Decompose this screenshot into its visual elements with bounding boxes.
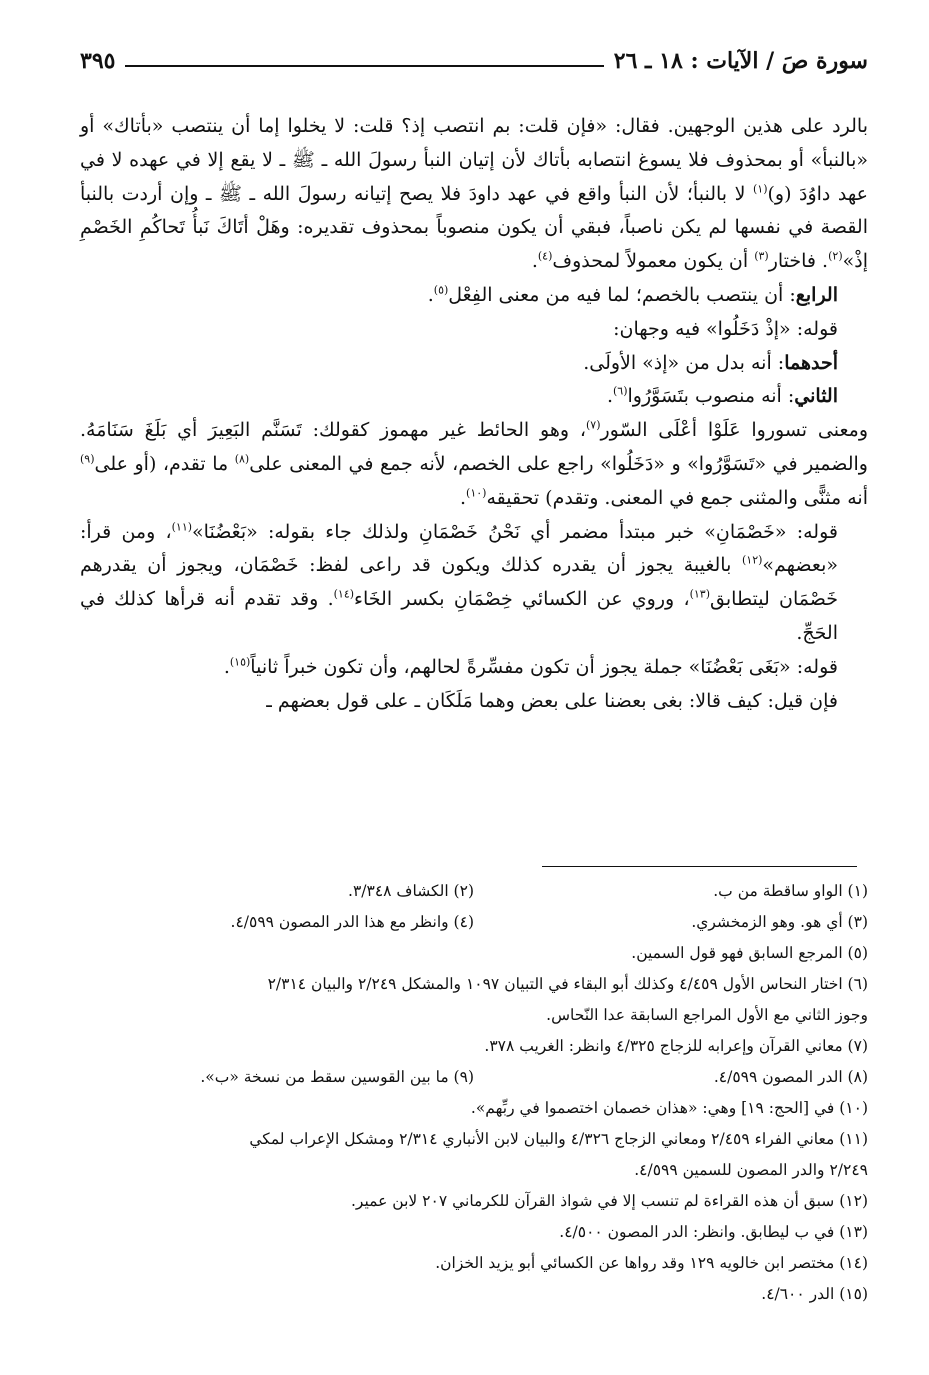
footnote-ref[interactable]: (١٢): [741, 554, 763, 568]
footnote-ref[interactable]: (٩): [80, 452, 95, 466]
running-title: سورة صَ / الآيات : ١٨ ـ ٢٦: [613, 48, 868, 74]
footnotes: [80, 876, 868, 1310]
footnote-ref[interactable]: (٨): [234, 452, 250, 466]
header-rule: [125, 65, 603, 67]
footnote: (٦) اختار النحاس الأول ٤/٤٥٩ وكذلك أبو البقاء في التبيان ١٠٩٧ والمشكل ٢/٢٤٩ والبيان ٢/٣١٤: [267, 975, 868, 993]
footnote: (١٢) سبق أن هذه القراءة لم تنسب إلا في شواذ القرآن للكرماني ٢٠٧ لابن عمير.: [350, 1192, 868, 1210]
footnote-continuation: وجوز الثاني مع الأول المراجع السابقة عدا النّحاس.: [546, 1006, 868, 1024]
footnote-continuation: ٢/٢٤٩ والدر المصون للسمين ٤/٥٩٩.: [634, 1161, 868, 1179]
paragraph: قوله: «بَغَى بَعْضُنَا» جملة يجوز أن تكون مفسِّرةً لحالهم، وأن تكون خبراً ثانياً$^{(١٥)}$.: [223, 655, 838, 678]
footnote-ref[interactable]: (١٣): [689, 587, 711, 601]
footnote-row: [80, 907, 868, 938]
page-number: ٣٩٥: [80, 48, 116, 74]
footnote: (١١) معاني الفراء ٢/٤٥٩ ومعاني الزجاج ٤/٣٢٦ والبيان لابن الأنباري ٢/٣١٤ ومشكل الإعراب لمكي: [249, 1130, 868, 1148]
footnote-ref[interactable]: (١): [752, 182, 768, 196]
paragraph: الرابع: أن ينتصب بالخصم؛ لما فيه من معنى الفِعْل$^{(٥)}$.: [427, 283, 838, 306]
main-text: [80, 110, 868, 718]
footnote: (١٥) الدر ٤/٦٠٠.: [761, 1285, 868, 1303]
footnote: (٢) الكشاف ٣/٣٤٨.: [348, 882, 474, 900]
footnote-ref[interactable]: (٣): [754, 249, 769, 263]
footnote-ref[interactable]: (٧): [585, 418, 601, 432]
footnote: (١) الواو ساقطة من ب.: [713, 882, 868, 900]
paragraph: الثاني: أنه منصوب بتَسَوَّرُوا$^{(٦)}$.: [606, 385, 838, 408]
footnote: (٩) ما بين القوسين سقط من نسخة «ب».: [200, 1068, 474, 1086]
footnote: (٣) أي هو. وهو الزمخشري.: [691, 913, 868, 931]
footnote-row: [80, 876, 868, 907]
footnote-ref[interactable]: (١٠): [466, 486, 487, 500]
footnote: (٥) المرجع السابق فهو قول السمين.: [631, 944, 868, 962]
footnote-ref[interactable]: (١١): [171, 520, 193, 534]
footnote-ref[interactable]: (٥): [433, 283, 449, 297]
footnote-row: [80, 1062, 868, 1093]
section-label: الثاني: [794, 385, 838, 408]
paragraph: بالرد على هذين الوجهين. فقال: «فإن قلت: بم انتصب إذ؟ قلت: لا يخلوا إما أن ينتصب «بأتاك» أو «بالنبأ» أو بمحذوف فلا يسوغ انتصابه بأتاك لأن إتيان النبأ رسولَ الله ـ ﷺ ـ لا يقع إلا في عهده لا في عهد داوُدَ (و)$^{(١)}$ لا بالنبأ؛ لأن النبأ واقع في عهد داودَ فلا يصح إتيانه رسولَ الله ـ ﷺ ـ وإن أردت بالنبأ القصة في نفسها لم يكن ناصباً، فبقي أن يكون منصوباً بمحذوف تقديره: وهَلْ أتَاكَ نَبأُ تَحاكُمِ الخَصْمِ إذْ»$^{(٢)}$. فاختار$^{(٣)}$ أن يكون معمولاً لمحذوف$^{(٤)}$.: [80, 115, 868, 273]
paragraph: قوله: «خَصْمَانِ» خبر مبتدأ مضمر أي نَحْنُ خَصْمَانِ ولذلك جاء بقوله: «بَعْضُنَا»$^{(١١)}$، ومن قرأ: «بعضهم»$^{(١٢)}$ بالغيبة يجوز أن يقدره كذلك ويكون قد راعى لفظ: خَصْمَان، ويجوز أن يقدرهم خَصْمَان ليتطابق$^{(١٣)}$، وروي عن الكسائي خِصْمَانِ بكسر الخَاء$^{(١٤)}$. وقد تقدم أنه قرأها كذلك في الحَجِّ.: [80, 520, 838, 644]
footnote: (١٣) في ب ليطابق. وانظر: الدر المصون ٤/٥٠٠.: [559, 1223, 868, 1241]
footnote-ref[interactable]: (١٤): [333, 587, 355, 601]
footnote: (١٠) في [الحج: ١٩] وهي: «هذان خصمان اختصموا في ربِّهم».: [470, 1099, 868, 1117]
footnote: (١٤) مختصر ابن خالويه ١٢٩ وقد رواها عن الكسائي أبو يزيد الخزان.: [435, 1254, 868, 1272]
paragraph: فإن قيل: كيف قالا: بغى بعضنا على بعض وهما مَلَكَان ـ على قول بعضهم ـ: [266, 689, 838, 712]
section-label: أحدهما: [784, 351, 838, 374]
paragraph: ومعنى تسوروا عَلَوْا أعْلَى السّور$^{(٧)}$، وهو الحائط غير مهموز كقولك: تَسَنَّم البَعِيرَ أي بَلَغَ سَنَامَهُ. والضمير في «تَسَوَّرُوا» و «دَخَلُوا» راجع على الخصم، لأنه جمع في المعنى على$^{(٨)}$ ما تقدم، (أو على$^{(٩)}$ أنه مثنًّى والمثنى جمع في المعنى. وتقدم) تحقيقه$^{(١٠)}$.: [80, 418, 868, 509]
footnote: (٧) معاني القرآن وإعرابه للزجاج ٤/٣٢٥ وانظر: الغريب ٣٧٨.: [484, 1037, 868, 1055]
page-header: [80, 40, 868, 74]
footnote-ref[interactable]: (١٥): [229, 655, 251, 669]
paragraph: قوله: «إذْ دَخَلُوا» فيه وجهان:: [613, 317, 838, 340]
paragraph: أحدهما: أنه بدل من «إذ» الأولَى.: [583, 351, 838, 374]
section-label: الرابع: [795, 283, 838, 306]
footnote: (٤) وانظر مع هذا الدر المصون ٤/٥٩٩.: [230, 913, 474, 931]
footnote-ref[interactable]: (٢): [828, 249, 843, 263]
footnote-ref[interactable]: (٦): [612, 385, 628, 399]
footnote-separator: [542, 866, 857, 867]
footnote-ref[interactable]: (٤): [537, 249, 553, 263]
footnote: (٨) الدر المصون ٤/٥٩٩.: [713, 1068, 868, 1086]
